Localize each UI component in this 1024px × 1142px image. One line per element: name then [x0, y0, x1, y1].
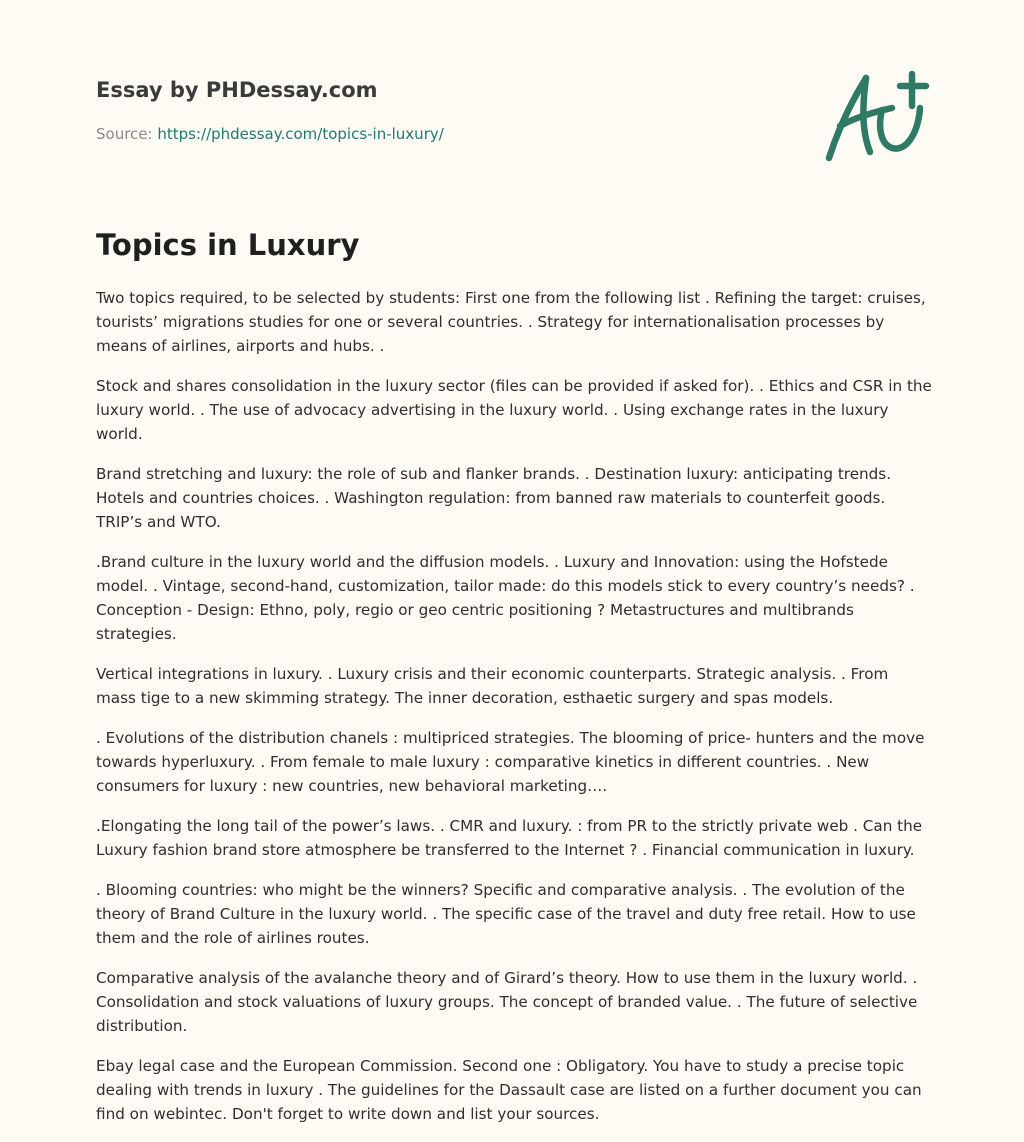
source-line: [96, 124, 696, 144]
essay-content: [96, 226, 932, 1142]
page-title: Topics in Luxury: [96, 228, 360, 262]
essay-paragraph: Comparative analysis of the avalanche theory and of Girard’s theory. How to use them in the luxury world. . Consolidation and stock valuations of luxury groups. The concept of branded value. . The future of selective distribution.: [96, 969, 918, 1035]
header: [96, 76, 696, 144]
essay-paragraph: Two topics required, to be selected by students: First one from the following list . Refining the target: cruises, tourists’ migrations studies for one or several countries. . Strategy for internationalisation processes by means of airlines, airports and hubs. .: [96, 289, 926, 355]
source-link[interactable]: https://phdessay.com/topics-in-luxury/: [157, 125, 444, 143]
brand-title: Essay by PHDessay.com: [96, 78, 378, 102]
essay-paragraph: . Evolutions of the distribution chanels : multipriced strategies. The blooming of price- hunters and the move towards hyperluxury. . From female to male luxury : comparative kinetics in different countries. . New consumers for luxury : new countries, new behavioral marketing….: [96, 729, 925, 795]
essay-paragraph: Vertical integrations in luxury. . Luxury crisis and their economic counterparts. Strategic analysis. . From mass tige to a new skimming strategy. The inner decoration, esthaetic surgery and spas models.: [96, 665, 889, 707]
a-plus-logo-icon: [822, 68, 930, 166]
essay-paragraph: .Elongating the long tail of the power’s laws. . CMR and luxury. : from PR to the strictly private web . Can the Luxury fashion brand store atmosphere be transferred to the Internet ? . Financial communication in luxury.: [96, 817, 923, 859]
essay-paragraph: Brand stretching and luxury: the role of sub and flanker brands. . Destination luxury: anticipating trends. Hotels and countries choices. . Washington regulation: from banned raw materials to counterfeit goods. TRIP’s and WTO.: [96, 465, 892, 531]
source-label: Source:: [96, 125, 153, 143]
essay-paragraph: Stock and shares consolidation in the luxury sector (files can be provided if asked for). . Ethics and CSR in the luxury world. . The use of advocacy advertising in the luxury world. . Using exchange rates in the luxury world.: [96, 377, 932, 443]
essay-paragraph: .Brand culture in the luxury world and the diffusion models. . Luxury and Innovation: using the Hofstede model. . Vintage, second-hand, customization, tailor made: do this models stick to every country’s needs? . Conception - Design: Ethno, poly, regio or geo centric positioning ? Metastructures and multibrands strategies.: [96, 553, 915, 643]
essay-paragraph: Ebay legal case and the European Commission. Second one : Obligatory. You have to study a precise topic dealing with trends in luxury . The guidelines for the Dassault case are listed on a further document you can find on webintec. Don't forget to write down and list your sources.: [96, 1057, 922, 1123]
essay-paragraph: . Blooming countries: who might be the winners? Specific and comparative analysis. . The evolution of the theory of Brand Culture in the luxury world. . The specific case of the travel and duty free retail. How to use them and the role of airlines routes.: [96, 881, 916, 947]
